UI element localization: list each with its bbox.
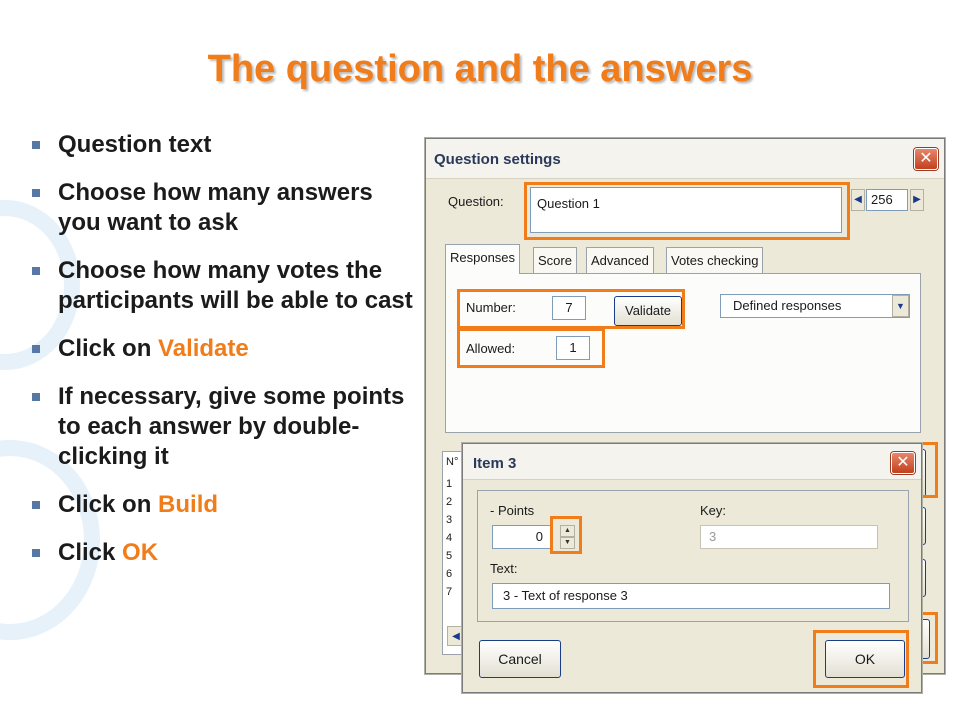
tab-advanced[interactable]: Advanced <box>586 247 654 273</box>
bullet-text: Click on <box>58 491 159 518</box>
list-row-number: 2 <box>446 496 453 508</box>
bullet-text: Choose how many answers you want to ask <box>58 179 373 236</box>
bullet-accent: Validate <box>158 335 249 362</box>
list-row-number: 7 <box>446 586 453 598</box>
dropdown-arrow-icon[interactable]: ▼ <box>892 295 909 317</box>
key-input[interactable]: 3 <box>700 525 878 549</box>
prev-arrow-icon[interactable]: ◀ <box>851 189 865 211</box>
highlight-question-input <box>524 182 850 240</box>
bullet-text: Click on <box>58 335 159 362</box>
item-fields-panel <box>477 490 909 622</box>
bullet-text: Question text <box>58 131 212 158</box>
bullet-square-icon <box>32 141 40 149</box>
list-row-number: 6 <box>446 568 453 580</box>
allowed-label: Allowed: <box>466 341 516 356</box>
item-dialog-title-bar <box>463 444 921 480</box>
bullet-text: Choose how many votes the participants will be able to cast <box>58 257 413 314</box>
bullet-list <box>28 130 418 586</box>
highlight-points-spinner <box>550 516 582 554</box>
dialog-title: Question settings <box>434 151 561 168</box>
bullet-click-validate <box>28 334 418 364</box>
list-header: N° <box>446 456 459 468</box>
close-icon[interactable]: ✕ <box>891 452 915 474</box>
highlight-allowed <box>457 328 605 368</box>
validate-button[interactable]: Validate <box>614 296 682 326</box>
bullet-give-points <box>28 382 418 472</box>
list-row-number: 1 <box>446 478 453 490</box>
bullet-square-icon <box>32 189 40 197</box>
cancel-button[interactable]: Cancel <box>479 640 561 678</box>
text-input[interactable]: 3 - Text of response 3 <box>492 583 890 609</box>
bullet-text: Click <box>58 539 123 566</box>
number-input[interactable]: 7 <box>552 296 586 320</box>
ok-button[interactable]: OK <box>825 640 905 678</box>
bullet-square-icon <box>32 549 40 557</box>
tab-votes-checking[interactable]: Votes checking <box>666 247 763 273</box>
list-row-number: 5 <box>446 550 453 562</box>
bullet-click-ok <box>28 538 418 568</box>
tab-responses[interactable]: Responses <box>445 244 520 274</box>
response-type-select[interactable]: Defined responses <box>720 294 910 318</box>
question-input[interactable]: Question 1 <box>530 187 842 233</box>
next-arrow-icon[interactable]: ▶ <box>910 189 924 211</box>
highlight-number <box>457 289 685 329</box>
bullet-answers-count <box>28 178 418 238</box>
key-label: Key: <box>700 503 727 518</box>
bullet-question-text <box>28 130 418 160</box>
dialog-title-bar <box>426 139 944 179</box>
bullet-accent: Build <box>158 491 219 518</box>
bullet-square-icon <box>32 267 40 275</box>
bullet-click-build <box>28 490 418 520</box>
bullet-accent: OK <box>122 539 159 566</box>
points-label: - Points <box>490 503 535 518</box>
spin-up-icon[interactable]: ▲ <box>560 525 575 537</box>
close-icon[interactable]: ✕ <box>914 148 938 170</box>
tab-score[interactable]: Score <box>533 247 577 273</box>
points-input[interactable]: 0 <box>492 525 552 549</box>
scroll-left-icon[interactable]: ◀ <box>447 626 465 646</box>
text-label: Text: <box>490 561 518 576</box>
spin-down-icon[interactable]: ▼ <box>560 537 575 549</box>
item-dialog-title: Item 3 <box>473 455 517 472</box>
slide-title: The question and the answers <box>207 48 753 90</box>
allowed-input[interactable]: 1 <box>556 336 590 360</box>
bullet-text: If necessary, give some points to each answer by double-clicking it <box>58 383 405 470</box>
question-label: Question: <box>448 194 504 209</box>
list-row-number: 4 <box>446 532 453 544</box>
number-label: Number: <box>466 300 516 315</box>
highlight-ok-button <box>813 630 909 688</box>
bullet-square-icon <box>32 501 40 509</box>
bullet-votes-count <box>28 256 418 316</box>
question-counter: 256 <box>866 189 908 211</box>
bullet-square-icon <box>32 345 40 353</box>
list-row-number: 3 <box>446 514 453 526</box>
bullet-square-icon <box>32 393 40 401</box>
